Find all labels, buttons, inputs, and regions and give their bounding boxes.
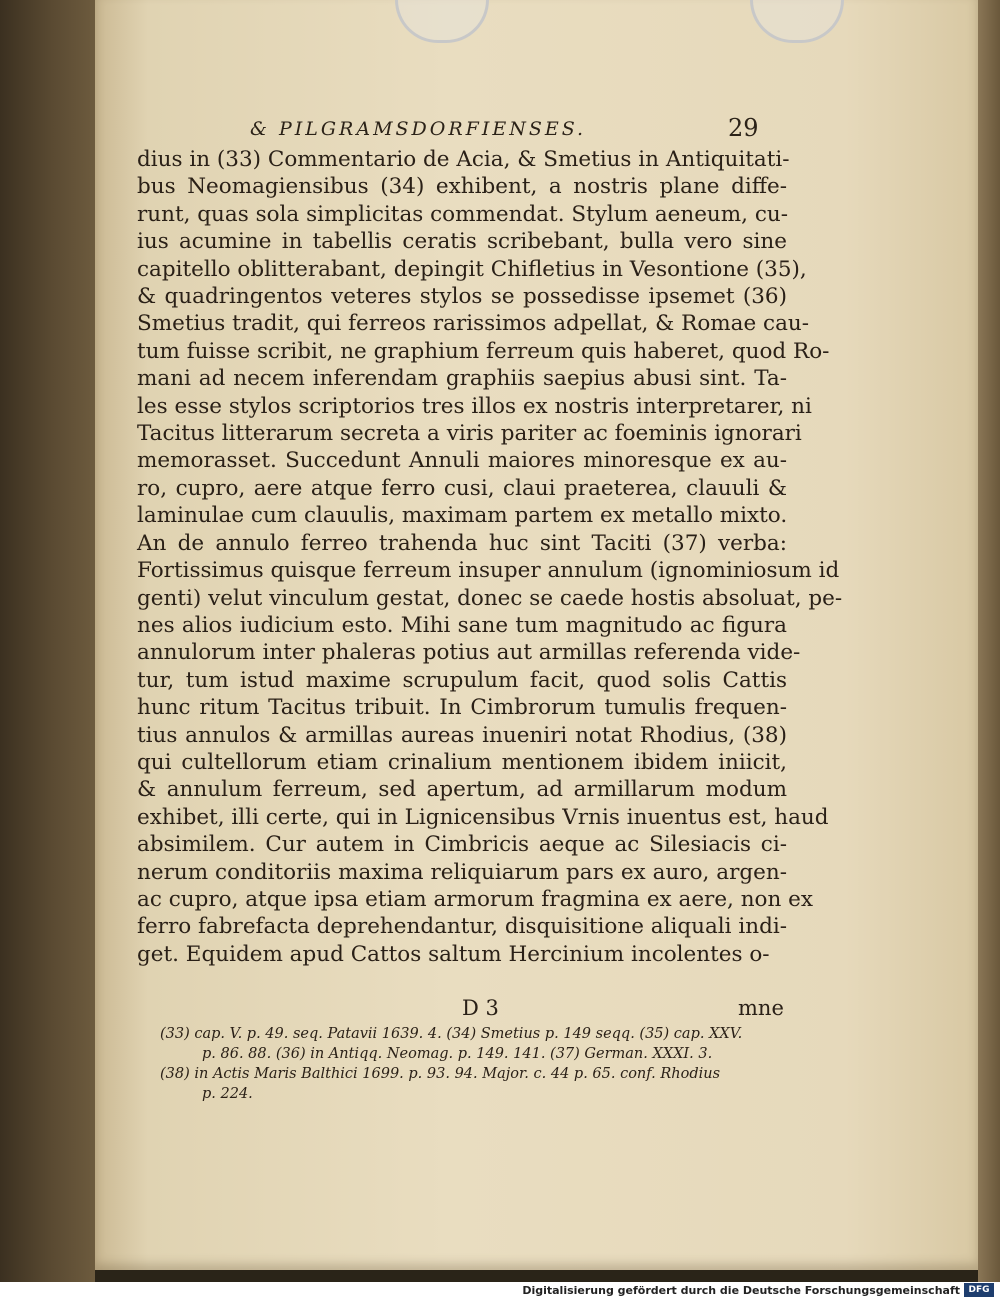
text-line: laminulae cum clauulis, maximam partem ex metallo mixto. <box>137 503 788 529</box>
text-line: & quadringentos veteres stylos se possedisse ipsemet (36) <box>137 284 787 310</box>
text-line: ac cupro, atque ipsa etiam armorum fragmina ex aere, non ex <box>137 886 814 912</box>
page-number: 29 <box>728 114 759 142</box>
footnote-line: p. 224. <box>202 1086 253 1102</box>
book-cover-left-edge <box>0 0 95 1282</box>
page-clip-right <box>750 0 844 43</box>
text-line: exhibet, illi certe, qui in Lignicensibus Vrnis inuentus est, haud <box>137 804 829 830</box>
text-line: nerum conditoriis maxima reliquiarum pars ex auro, argen- <box>137 859 787 885</box>
text-line: nes alios iudicium esto. Mihi sane tum magnitudo ac figura <box>137 612 787 638</box>
body-text <box>137 146 843 968</box>
text-line: Fortissimus quisque ferreum insuper annulum (ignominiosum id <box>137 558 840 584</box>
dfg-logo: DFG <box>964 1283 994 1297</box>
footnotes <box>160 1024 790 1104</box>
text-line: capitello oblitterabant, depingit Chifletius in Vesontione (35), <box>137 256 807 282</box>
text-line: ro, cupro, aere atque ferro cusi, claui praeterea, clauuli & <box>137 475 787 501</box>
text-line: get. Equidem apud Cattos saltum Hercinium incolentes o- <box>137 941 770 967</box>
text-line: bus Neomagiensibus (34) exhibent, a nostris plane diffe- <box>137 174 787 200</box>
footnote-line: p. 86. 88. (36) in Antiqq. Neomag. p. 149. 141. (37) German. XXXI. 3. <box>202 1046 713 1062</box>
text-line: tur, tum istud maxime scrupulum facit, quod solis Cattis <box>137 667 787 693</box>
text-line: tum fuisse scribit, ne graphium ferreum quis haberet, quod Ro- <box>137 338 830 364</box>
text-line: runt, quas sola simplicitas commendat. Stylum aeneum, cu- <box>137 201 788 227</box>
text-line: mani ad necem inferendam graphiis saepius abusi sint. Ta- <box>137 366 787 392</box>
text-line: An de annulo ferreo trahenda huc sint Taciti (37) verba: <box>137 530 787 556</box>
text-line: memorasset. Succedunt Annuli maiores minoresque ex au- <box>137 448 787 474</box>
text-line: qui cultellorum etiam crinalium mentionem ibidem iniicit, <box>137 749 787 775</box>
text-line: absimilem. Cur autem in Cimbricis aeque ac Silesiacis ci- <box>137 832 787 858</box>
text-line: hunc ritum Tacitus tribuit. In Cimbrorum tumulis frequen- <box>137 695 787 721</box>
text-line: les esse stylos scriptorios tres illos ex nostris interpretarer, ni <box>137 393 812 419</box>
text-line: Tacitus litterarum secreta a viris pariter ac foeminis ignorari <box>137 421 802 447</box>
book-cover-right-edge <box>978 0 1000 1282</box>
text-line: ius acumine in tabellis ceratis scribebant, bulla vero sine <box>137 229 787 255</box>
text-line: annulorum inter phaleras potius aut armillas referenda vide- <box>137 640 801 666</box>
footnote-line: (38) in Actis Maris Balthici 1699. p. 93. 94. Major. c. 44 p. 65. conf. Rhodius <box>160 1066 721 1082</box>
text-line: & annulum ferreum, sed apertum, ad armillarum modum <box>137 777 787 803</box>
running-head: & PILGRAMSDORFIENSES. <box>250 118 587 140</box>
page-clip-left <box>395 0 489 43</box>
text-line: ferro fabrefacta deprehendantur, disquisitione aliquali indi- <box>137 914 787 940</box>
funding-notice: Digitalisierung gefördert durch die Deutsche Forschungsgemeinschaft <box>522 1284 960 1297</box>
text-line: Smetius tradit, qui ferreos rarissimos adpellat, & Romae cau- <box>137 311 810 337</box>
signature-mark: D 3 <box>462 996 499 1020</box>
footnote-line: (33) cap. V. p. 49. seq. Patavii 1639. 4. (34) Smetius p. 149 seqq. (35) cap. XXV. <box>160 1026 743 1042</box>
text-line: tius annulos & armillas aureas inueniri notat Rhodius, (38) <box>137 722 787 748</box>
catchword: mne <box>738 996 784 1020</box>
text-line: genti) velut vinculum gestat, donec se caede hostis absoluat, pe- <box>137 585 843 611</box>
text-line: dius in (33) Commentario de Acia, & Smetius in Antiquitati- <box>137 147 790 172</box>
